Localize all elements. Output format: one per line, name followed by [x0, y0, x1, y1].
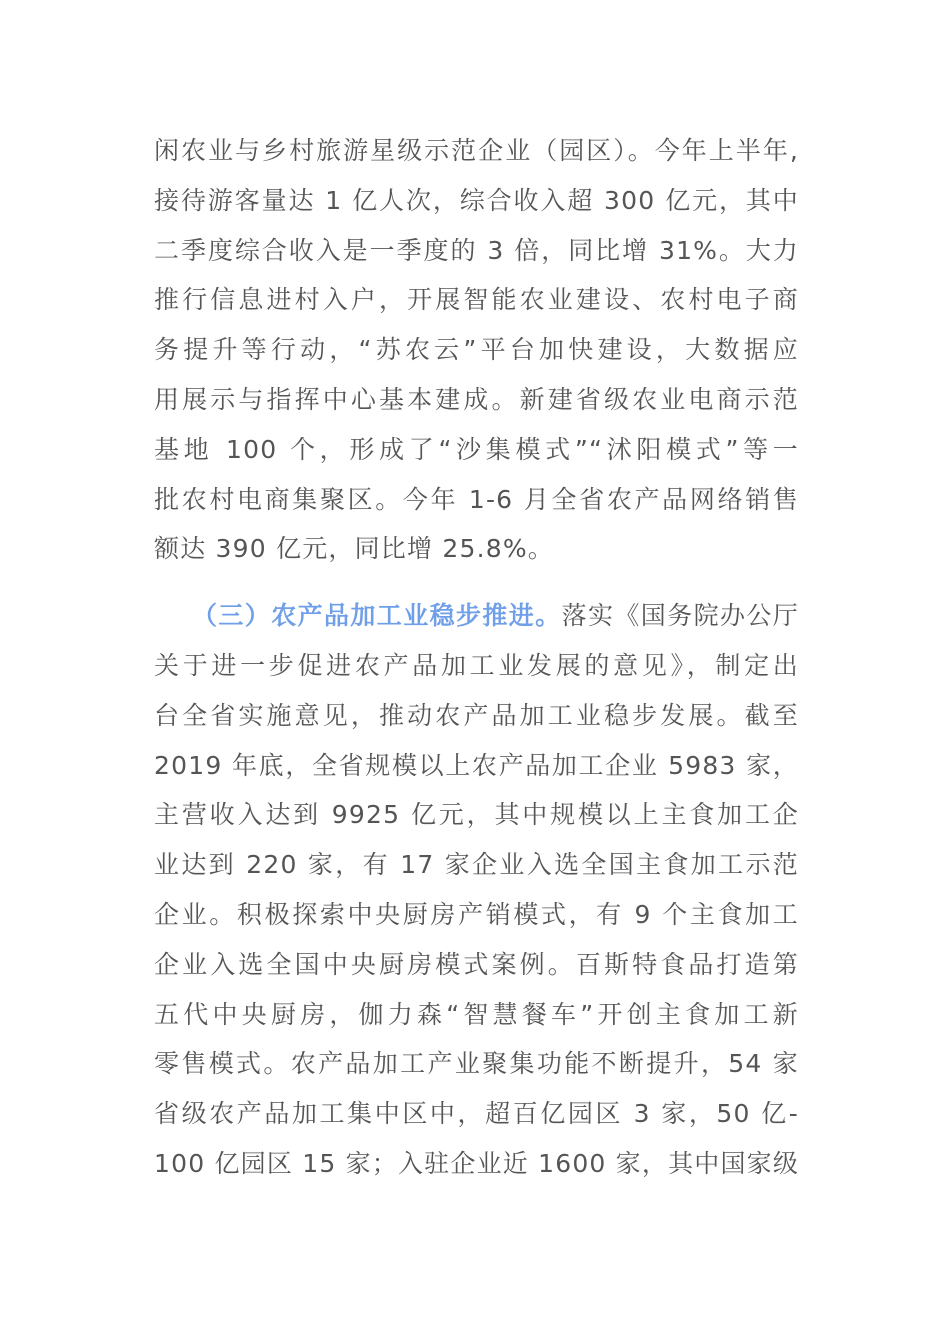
text-line: 五代中央厨房，伽力森“智慧餐车”开创主食加工新	[154, 999, 799, 1029]
document-page	[154, 126, 799, 1189]
text-line: 务提升等行动，“苏农云”平台加快建设，大数据应	[154, 335, 799, 365]
paragraph-gap	[154, 574, 799, 591]
text-line: 接待游客量达 1 亿人次，综合收入超 300 亿元，其中	[154, 185, 799, 215]
text-line: 批农村电商集聚区。今年 1-6 月全省农产品网络销售	[154, 484, 799, 514]
text-line: 二季度综合收入是一季度的 3 倍，同比增 31%。大力	[154, 235, 799, 265]
text-line: 推行信息进村入户，开展智能农业建设、农村电子商	[154, 285, 799, 315]
text-line: 主营收入达到 9925 亿元，其中规模以上主食加工企	[154, 800, 799, 830]
text-line: 企业入选全国中央厨房模式案例。百斯特食品打造第	[154, 949, 799, 979]
text-line: 关于进一步促进农产品加工业发展的意见》，制定出	[154, 650, 799, 680]
text-line: 基地 100 个，形成了“沙集模式”“沭阳模式”等一	[154, 434, 799, 464]
heading-following-text: 落实《国务院办公厅	[561, 601, 799, 631]
text-line: 零售模式。农产品加工产业聚集功能不断提升，54 家	[154, 1049, 799, 1079]
text-line: 用展示与指挥中心基本建成。新建省级农业电商示范	[154, 384, 799, 414]
paragraph-first-line	[154, 591, 799, 641]
text-line: 省级农产品加工集中区中，超百亿园区 3 家，50 亿-	[154, 1099, 799, 1129]
text-line: 100 亿园区 15 家；入驻企业近 1600 家，其中国家级	[154, 1148, 800, 1178]
text-line: 台全省实施意见，推动农产品加工业稳步发展。截至	[154, 700, 799, 730]
paragraph-agri-processing	[154, 591, 799, 1189]
paragraph-rural-tourism-ecommerce	[154, 126, 799, 574]
section-heading: （三）农产品加工业稳步推进。	[192, 601, 562, 631]
text-line: 2019 年底，全省规模以上农产品加工企业 5983 家，	[154, 750, 799, 780]
text-line: 闲农业与乡村旅游星级示范企业（园区）。今年上半年,	[154, 136, 799, 165]
text-line: 业达到 220 家，有 17 家企业入选全国主食加工示范	[154, 850, 799, 880]
text-line: 企业。积极探索中央厨房产销模式，有 9 个主食加工	[154, 899, 799, 929]
text-line: 额达 390 亿元，同比增 25.8%。	[154, 534, 554, 564]
